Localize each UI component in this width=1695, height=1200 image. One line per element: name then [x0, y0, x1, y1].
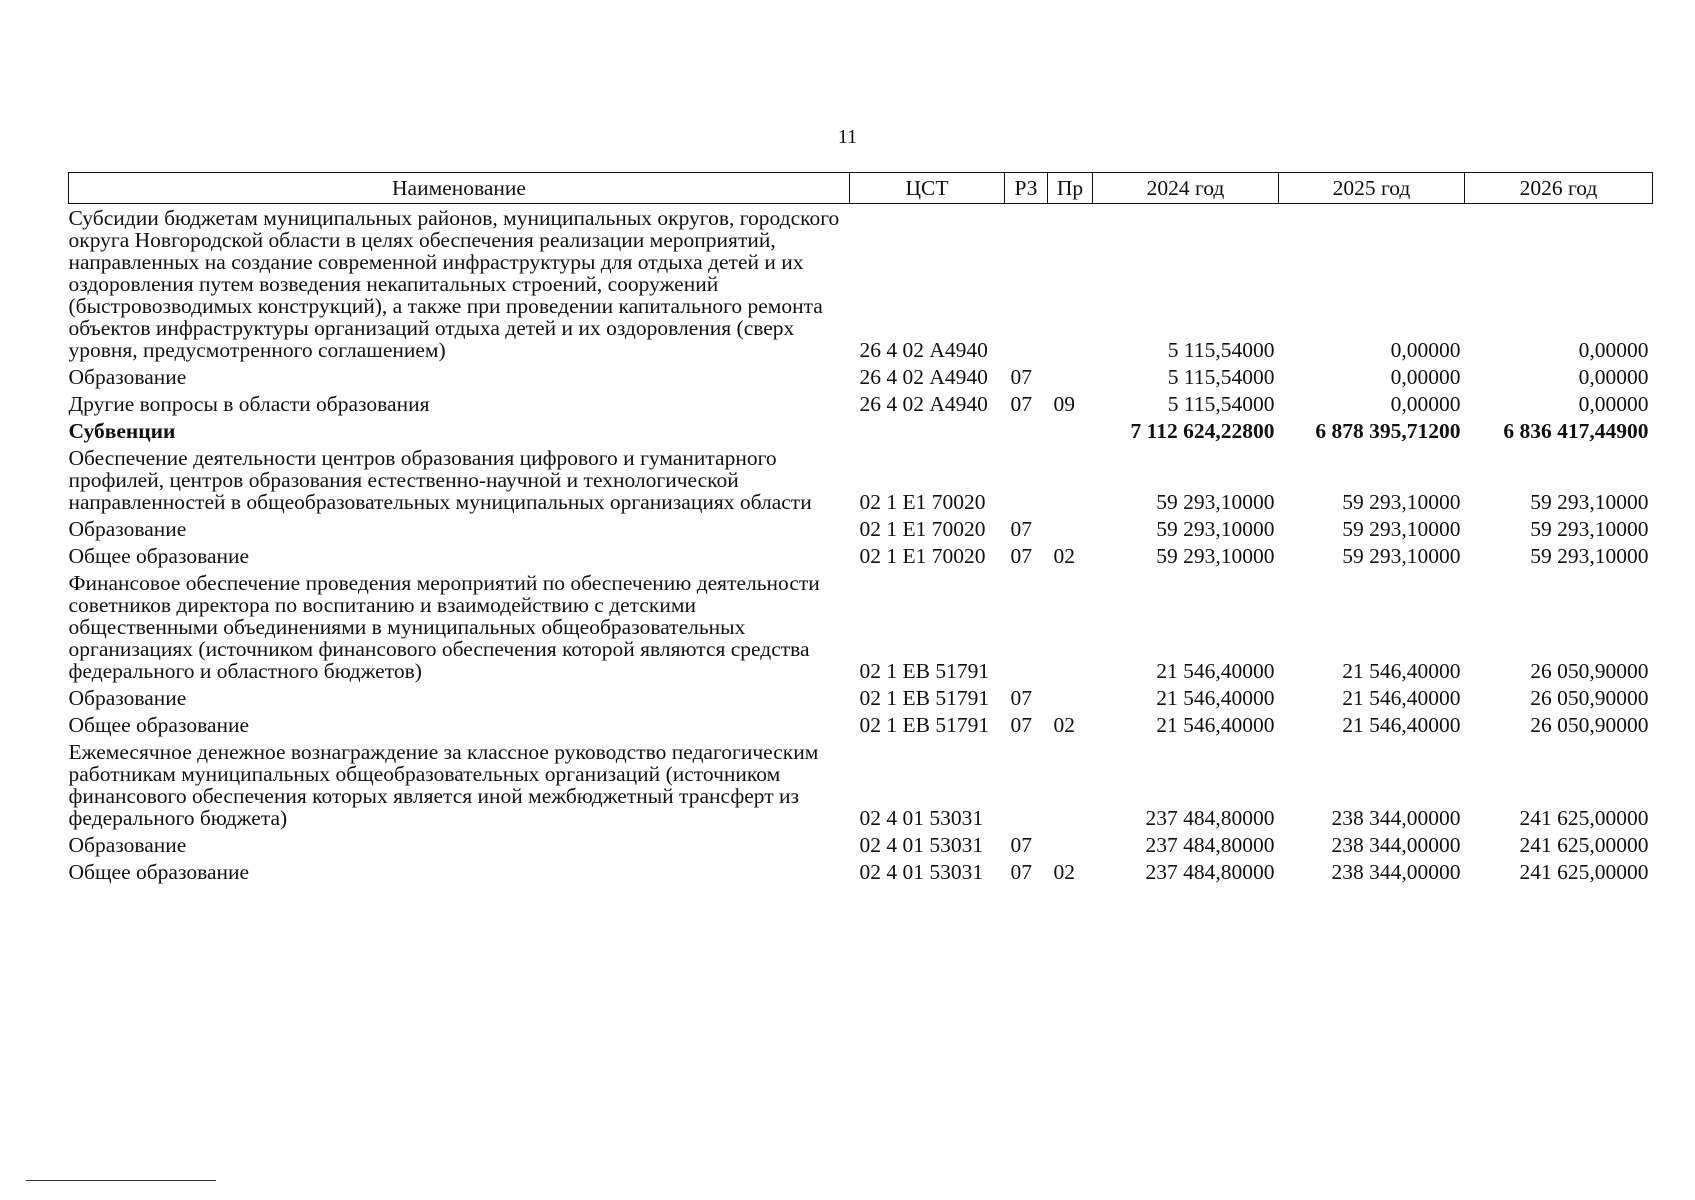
row-rz: 07: [1010, 860, 1032, 884]
row-2025: 59 293,10000: [1342, 517, 1461, 541]
row-2024: 21 546,40000: [1156, 686, 1275, 710]
header-rz: РЗ: [1005, 173, 1048, 204]
row-2026: 0,00000: [1578, 392, 1649, 416]
row-2024: 237 484,80000: [1145, 860, 1275, 884]
row-name: Другие вопросы в области образования: [68, 392, 430, 416]
footer-rule: [26, 1180, 216, 1181]
row-rz: [1005, 204, 1048, 364]
row-2025: 59 293,10000: [1342, 490, 1461, 514]
row-cst: 26 4 02 А4940: [859, 338, 988, 362]
table-row: [69, 858, 1653, 885]
row-rz: 07: [1010, 517, 1032, 541]
row-2024: 59 293,10000: [1156, 517, 1275, 541]
row-2025: 6 878 395,71200: [1315, 419, 1461, 443]
row-name: Общее образование: [68, 544, 250, 568]
header-name: Наименование: [69, 173, 850, 204]
row-2026: 6 836 417,44900: [1503, 419, 1649, 443]
row-2026: 0,00000: [1578, 365, 1649, 389]
row-pr: 02: [1053, 860, 1075, 884]
row-2025: 59 293,10000: [1342, 544, 1461, 568]
row-2025: 238 344,00000: [1331, 833, 1461, 857]
row-2025: 0,00000: [1390, 392, 1461, 416]
row-cst: 02 4 01 53031: [859, 833, 984, 857]
row-2025: 0,00000: [1390, 338, 1461, 362]
row-cst: 02 1 Е1 70020: [859, 490, 986, 514]
row-2024: 59 293,10000: [1156, 544, 1275, 568]
table-row-subtotal: [69, 417, 1653, 444]
row-2026: 59 293,10000: [1530, 544, 1649, 568]
row-rz: 07: [1010, 686, 1032, 710]
row-cst: [850, 417, 1005, 444]
row-pr: [1048, 515, 1093, 542]
row-2024: 5 115,54000: [1167, 392, 1275, 416]
row-cst: 02 4 01 53031: [859, 806, 984, 830]
table-row: [69, 390, 1653, 417]
row-2024: 5 115,54000: [1167, 365, 1275, 389]
row-cst: 02 1 Е1 70020: [859, 517, 986, 541]
row-2024: 5 115,54000: [1167, 338, 1275, 362]
row-pr: [1048, 684, 1093, 711]
row-2024: 59 293,10000: [1156, 490, 1275, 514]
table-row: [69, 444, 1653, 515]
table-row: [69, 569, 1653, 684]
row-name: Финансовое обеспечение проведения мероприятий по обеспечению деятельности советников директора по воспитанию и взаимодействию с детскими общественными объединениями в муниципальных общеобразовательных организациях (источником финансового обеспечения которой являются средства федерального и областного бюджетов): [68, 571, 820, 683]
row-pr: 02: [1053, 713, 1075, 737]
row-2026: 0,00000: [1578, 338, 1649, 362]
page-number: 11: [837, 126, 858, 148]
row-2024: 7 112 624,22800: [1130, 419, 1275, 443]
row-cst: 02 4 01 53031: [859, 860, 984, 884]
row-2025: 21 546,40000: [1342, 713, 1461, 737]
row-2024: 21 546,40000: [1156, 713, 1275, 737]
row-2026: 59 293,10000: [1530, 517, 1649, 541]
row-rz: 07: [1010, 544, 1032, 568]
table-body: [69, 204, 1653, 886]
row-2026: 241 625,00000: [1519, 806, 1649, 830]
row-name: Образование: [68, 686, 187, 710]
row-pr: [1048, 363, 1093, 390]
row-rz: 07: [1010, 713, 1032, 737]
row-cst: 26 4 02 А4940: [859, 365, 988, 389]
table-row: [69, 542, 1653, 569]
budget-table: [68, 172, 1653, 885]
row-2024: 237 484,80000: [1145, 833, 1275, 857]
row-name: Обеспечение деятельности центров образования цифрового и гуманитарного профилей, центров образования естественно-научной и технологической направленностей в общеобразовательных муниципальных организациях области: [68, 446, 812, 514]
row-2025: 238 344,00000: [1331, 806, 1461, 830]
row-pr: 02: [1053, 544, 1075, 568]
row-name: Общее образование: [68, 860, 250, 884]
row-2024: 21 546,40000: [1156, 659, 1275, 683]
header-2026: 2026 год: [1465, 173, 1653, 204]
row-2024: 237 484,80000: [1145, 806, 1275, 830]
row-rz: 07: [1010, 365, 1032, 389]
table-header: [69, 173, 1653, 204]
table-row: [69, 831, 1653, 858]
row-pr: [1048, 417, 1093, 444]
row-2025: 0,00000: [1390, 365, 1461, 389]
table-row: [69, 363, 1653, 390]
table-row: [69, 515, 1653, 542]
row-cst: 02 1 Е1 70020: [859, 544, 986, 568]
table-row: [69, 711, 1653, 738]
row-2026: 241 625,00000: [1519, 833, 1649, 857]
row-rz: 07: [1010, 833, 1032, 857]
row-name: Субсидии бюджетам муниципальных районов, муниципальных округов, городского округа Новгородской области в целях обеспечения реализации мероприятий, направленных на создание современной инфраструктуры для отдыха детей и их оздоровления путем возведения некапитальных строений, сооружений (быстровозводимых конструкций), а также при проведении капитального ремонта объектов инфраструктуры организаций отдыха детей и их оздоровления (сверх уровня, предусмотренного соглашением): [68, 206, 840, 362]
row-2025: 21 546,40000: [1342, 659, 1461, 683]
header-2024: 2024 год: [1093, 173, 1279, 204]
header-2025: 2025 год: [1279, 173, 1465, 204]
row-pr: [1048, 569, 1093, 684]
row-2025: 238 344,00000: [1331, 860, 1461, 884]
row-pr: [1048, 831, 1093, 858]
table-row: [69, 684, 1653, 711]
row-rz: [1005, 569, 1048, 684]
header-pr: Пр: [1048, 173, 1093, 204]
row-rz: [1005, 738, 1048, 831]
row-2026: 26 050,90000: [1530, 686, 1649, 710]
row-name: Образование: [68, 517, 187, 541]
row-2026: 26 050,90000: [1530, 713, 1649, 737]
row-cst: 02 1 ЕВ 51791: [859, 713, 990, 737]
row-cst: 26 4 02 А4940: [859, 392, 988, 416]
row-pr: [1048, 444, 1093, 515]
header-cst: ЦСТ: [850, 173, 1005, 204]
row-name: Субвенции: [68, 419, 176, 443]
row-2026: 59 293,10000: [1530, 490, 1649, 514]
row-rz: 07: [1010, 392, 1032, 416]
row-name: Образование: [68, 833, 187, 857]
row-cst: 02 1 ЕВ 51791: [859, 686, 990, 710]
row-pr: 09: [1053, 392, 1075, 416]
table-row: [69, 738, 1653, 831]
row-pr: [1048, 204, 1093, 364]
table-row: [69, 204, 1653, 364]
row-rz: [1005, 444, 1048, 515]
row-rz: [1005, 417, 1048, 444]
row-name: Образование: [68, 365, 187, 389]
row-2025: 21 546,40000: [1342, 686, 1461, 710]
row-2026: 26 050,90000: [1530, 659, 1649, 683]
row-pr: [1048, 738, 1093, 831]
row-name: Ежемесячное денежное вознаграждение за классное руководство педагогическим работникам муниципальных общеобразовательных организаций (источником финансового обеспечения которых является иной межбюджетный трансферт из федерального бюджета): [68, 740, 819, 830]
header-row: [69, 173, 1653, 204]
row-name: Общее образование: [68, 713, 250, 737]
row-2026: 241 625,00000: [1519, 860, 1649, 884]
row-cst: 02 1 ЕВ 51791: [859, 659, 990, 683]
